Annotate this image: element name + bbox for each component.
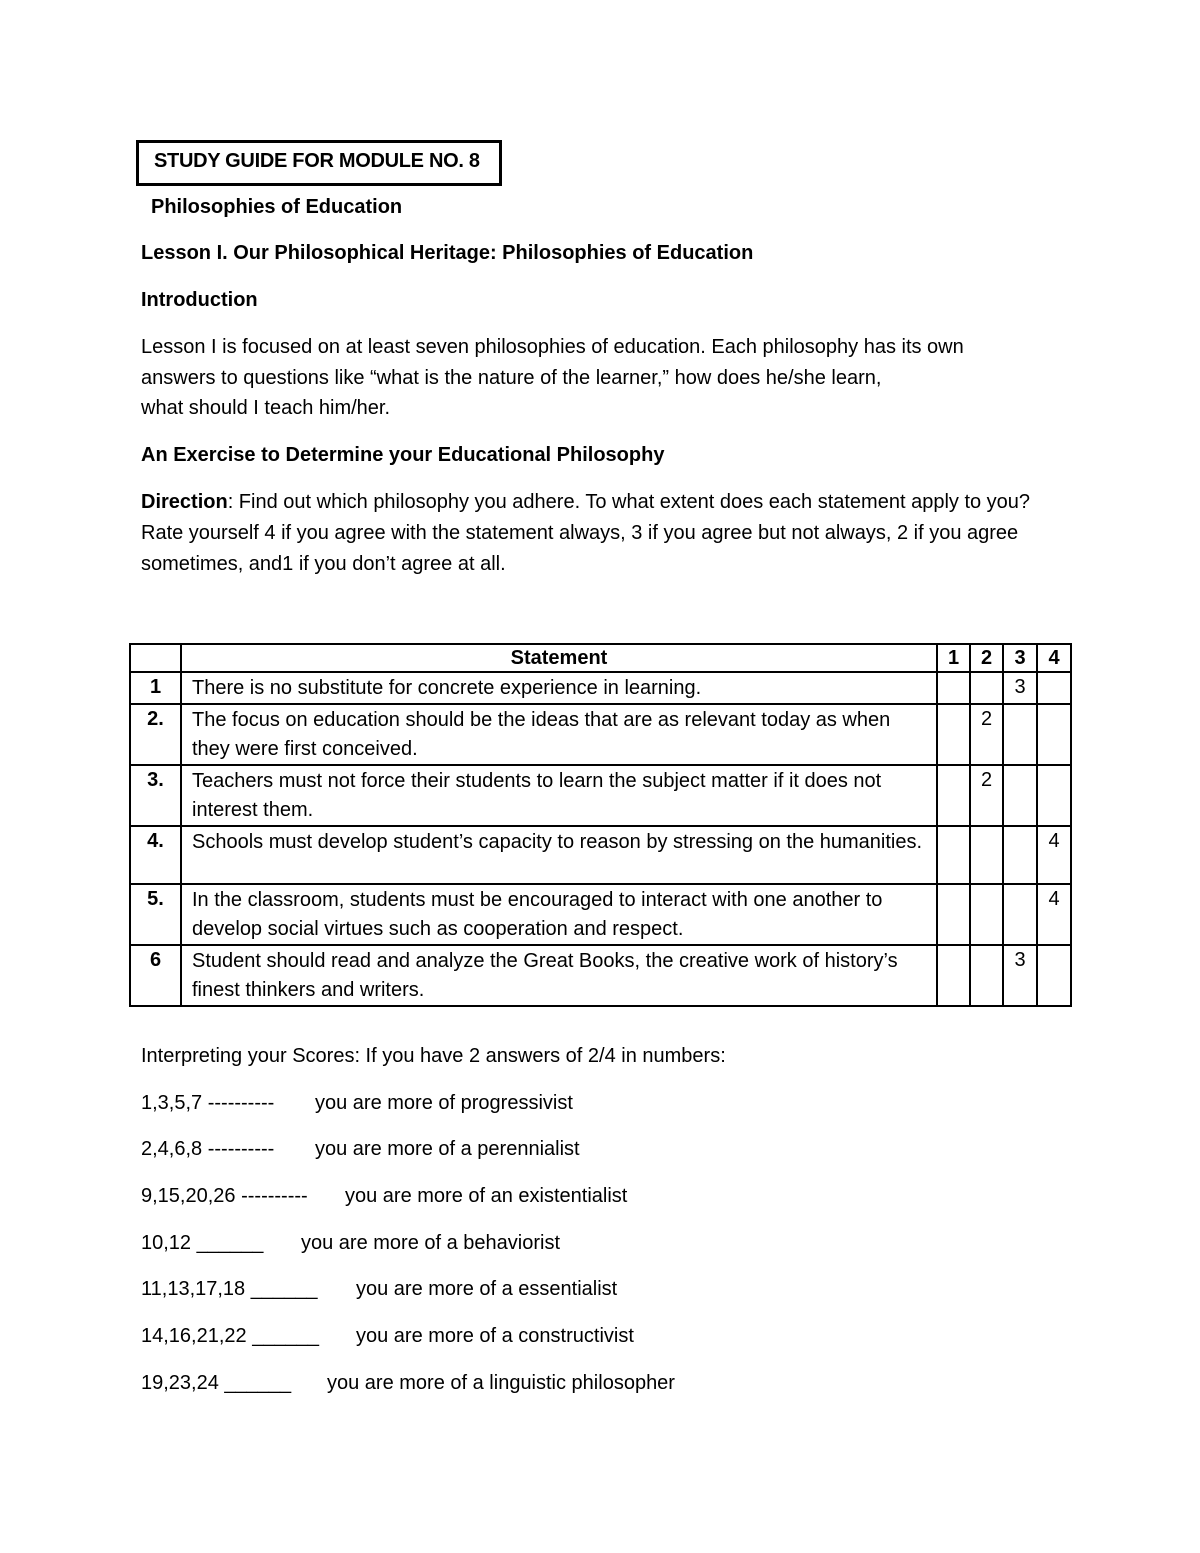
intro-line-2: answers to questions like “what is the nature of the learner,” how does he/she learn, [141,367,882,389]
score-line [141,1185,628,1208]
lesson-title: Lesson I. Our Philosophical Heritage: Philosophies of Education [141,242,754,264]
rating-cell-4[interactable] [1037,704,1071,765]
rating-table [129,643,1072,1007]
title-box [136,140,502,186]
rating-cell-3[interactable]: 3 [1003,672,1037,704]
score-range: 11,13,17,18 ______ [141,1278,318,1300]
rating-cell-3[interactable] [1003,765,1037,826]
rating-cell-4[interactable]: 4 [1037,826,1071,884]
rating-cell-4[interactable]: 4 [1037,884,1071,945]
rating-cell-2[interactable] [970,672,1003,704]
score-line [141,1372,675,1395]
score-line [141,1278,618,1301]
title-box-text: STUDY GUIDE FOR MODULE NO. 8 [154,150,480,172]
score-result: you are more of a linguistic philosopher [327,1372,675,1394]
table-row [130,945,1071,1006]
score-result: you are more of a perennialist [315,1138,580,1160]
header-number [130,644,181,672]
score-line [141,1325,634,1348]
table-row [130,765,1071,826]
direction-text: : Find out which philosophy you adhere. To what extent does each statement apply to you? Rate yourself 4 if you agree with the statement always, 3 if you agree but not always, 2 if you agree sometimes, and1 if you don’t agree at all. [141,491,1031,575]
row-number: 6 [130,945,181,1006]
rating-cell-2[interactable]: 2 [970,765,1003,826]
header-rating-3: 3 [1003,644,1037,672]
row-number: 1 [130,672,181,704]
rating-cell-1[interactable] [937,765,970,826]
score-result: you are more of an existentialist [345,1185,628,1207]
score-range: 1,3,5,7 ---------- [141,1092,275,1114]
scores-heading: Interpreting your Scores: If you have 2 answers of 2/4 in numbers: [141,1045,726,1067]
rating-cell-2[interactable] [970,884,1003,945]
score-range: 14,16,21,22 ______ [141,1325,319,1347]
rating-cell-1[interactable] [937,884,970,945]
score-line [141,1232,561,1255]
table-row [130,826,1071,884]
row-statement: In the classroom, students must be encouraged to interact with one another to develop social virtues such as cooperation and respect. [181,884,937,945]
exercise-heading: An Exercise to Determine your Educational Philosophy [141,444,665,466]
score-range: 19,23,24 ______ [141,1372,292,1394]
score-line [141,1138,580,1161]
row-number: 3. [130,765,181,826]
rating-cell-4[interactable] [1037,672,1071,704]
header-rating-4: 4 [1037,644,1071,672]
row-statement: Schools must develop student’s capacity to reason by stressing on the humanities. [181,826,937,884]
direction-paragraph [141,487,1071,580]
score-range: 9,15,20,26 ---------- [141,1185,308,1207]
rating-cell-3[interactable]: 3 [1003,945,1037,1006]
row-number: 5. [130,884,181,945]
rating-cell-1[interactable] [937,826,970,884]
table-row [130,704,1071,765]
intro-heading: Introduction [141,289,258,311]
table-header-row [130,644,1071,672]
row-statement: Student should read and analyze the Great Books, the creative work of history’s finest thinkers and writers. [181,945,937,1006]
rating-cell-3[interactable] [1003,826,1037,884]
rating-cell-1[interactable] [937,945,970,1006]
row-statement: The focus on education should be the ideas that are as relevant today as when they were first conceived. [181,704,937,765]
score-result: you are more of a behaviorist [301,1232,561,1254]
rating-cell-1[interactable] [937,704,970,765]
score-range: 2,4,6,8 ---------- [141,1138,275,1160]
score-result: you are more of a constructivist [356,1325,634,1347]
score-range: 10,12 ______ [141,1232,264,1254]
rating-cell-3[interactable] [1003,884,1037,945]
direction-label: Direction [141,491,228,513]
intro-line-3: what should I teach him/her. [141,397,391,419]
row-number: 4. [130,826,181,884]
rating-cell-2[interactable] [970,826,1003,884]
subtitle: Philosophies of Education [151,196,403,218]
rating-cell-2[interactable] [970,945,1003,1006]
rating-cell-1[interactable] [937,672,970,704]
score-result: you are more of progressivist [315,1092,573,1114]
header-rating-2: 2 [970,644,1003,672]
intro-line-1: Lesson I is focused on at least seven philosophies of education. Each philosophy has its own [141,336,964,358]
row-statement: Teachers must not force their students to learn the subject matter if it does not interest them. [181,765,937,826]
score-result: you are more of a essentialist [356,1278,618,1300]
row-number: 2. [130,704,181,765]
rating-cell-3[interactable] [1003,704,1037,765]
row-statement: There is no substitute for concrete experience in learning. [181,672,937,704]
score-line [141,1092,573,1115]
rating-cell-2[interactable]: 2 [970,704,1003,765]
rating-cell-4[interactable] [1037,765,1071,826]
header-rating-1: 1 [937,644,970,672]
table-row [130,884,1071,945]
header-statement: Statement [181,644,937,672]
rating-cell-4[interactable] [1037,945,1071,1006]
table-row [130,672,1071,704]
